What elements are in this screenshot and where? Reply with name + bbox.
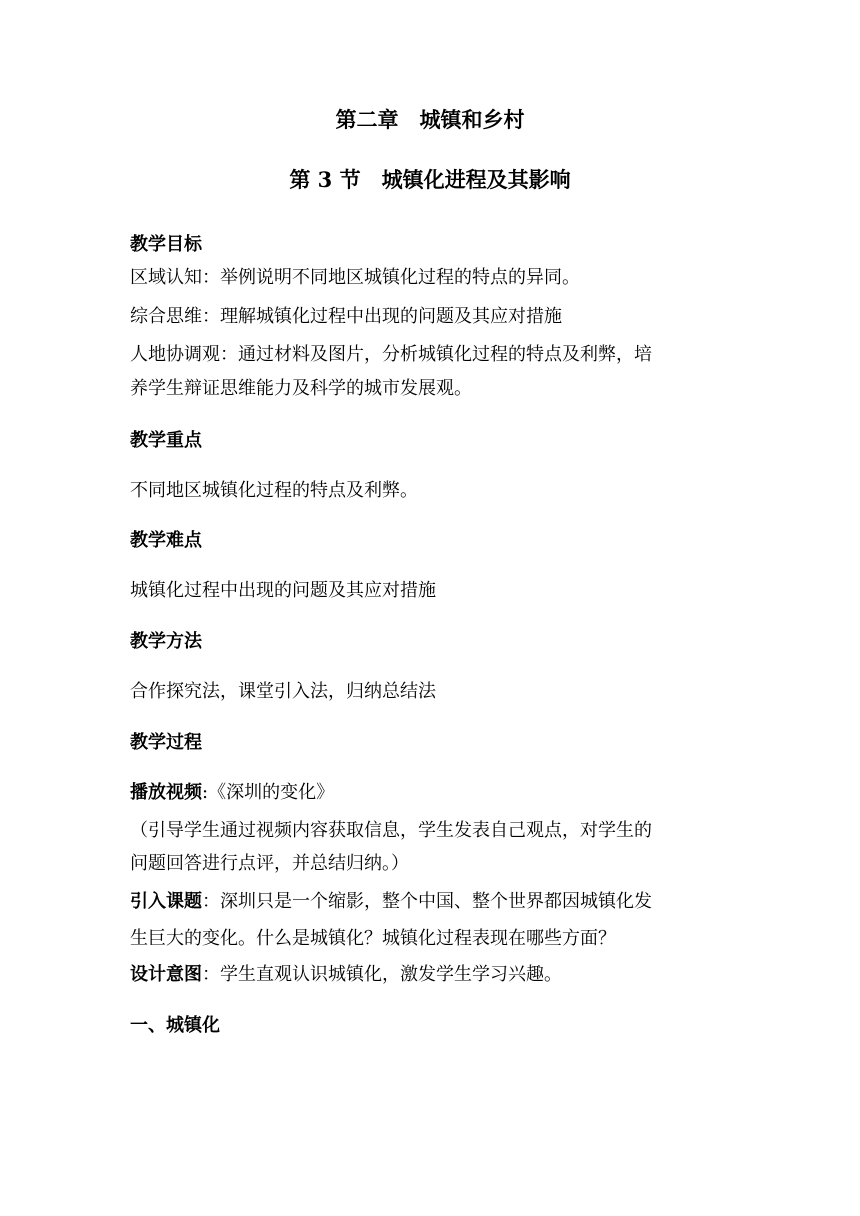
intro-line-2: 生巨大的变化。什么是城镇化？城镇化过程表现在哪些方面？ [130,928,616,949]
guide-line-2: 问题回答进行点评，并总结归纳。） [130,853,409,874]
objective-integrated-thinking: 综合思维：理解城镇化过程中出现的问题及其应对措施 [130,306,562,327]
design-text: ：学生直观认识城镇化，激发学生学习兴趣。 [202,964,562,985]
difficulties-text: 城镇化过程中出现的问题及其应对措施 [130,580,436,601]
chapter-title: 第二章 城镇和乡村 [335,107,525,132]
intro-line-1 [130,889,730,915]
difficulties-heading: 教学难点 [130,530,202,551]
methods-heading: 教学方法 [130,631,202,652]
video-title: :《深圳的变化》 [202,782,335,803]
methods-text: 合作探究法，课堂引入法，归纳总结法 [130,681,436,702]
section-title: 第 3 节 城镇化进程及其影响 [289,167,571,192]
objectives-heading: 教学目标 [130,234,202,255]
intro-label: 引入课题 [130,891,202,912]
intro-text: ：深圳只是一个缩影，整个中国、整个世界都因城镇化发 [202,891,652,912]
video-line [130,780,730,806]
objective-regional-cognition: 区域认知：举例说明不同地区城镇化过程的特点的异同。 [130,267,580,288]
objective-human-land-line1: 人地协调观：通过材料及图片，分析城镇化过程的特点及利弊，培 [130,344,652,365]
video-label: 播放视频 [130,782,202,803]
part-one-heading: 一、城镇化 [130,1015,220,1036]
key-points-heading: 教学重点 [130,430,202,451]
guide-line-1: （引导学生通过视频内容获取信息，学生发表自己观点，对学生的 [130,820,652,841]
objective-human-land-line2: 养学生辩证思维能力及科学的城市发展观。 [130,378,472,399]
design-label: 设计意图 [130,964,202,985]
design-line [130,962,730,988]
process-heading: 教学过程 [130,732,202,753]
key-points-text: 不同地区城镇化过程的特点及利弊。 [130,480,418,501]
